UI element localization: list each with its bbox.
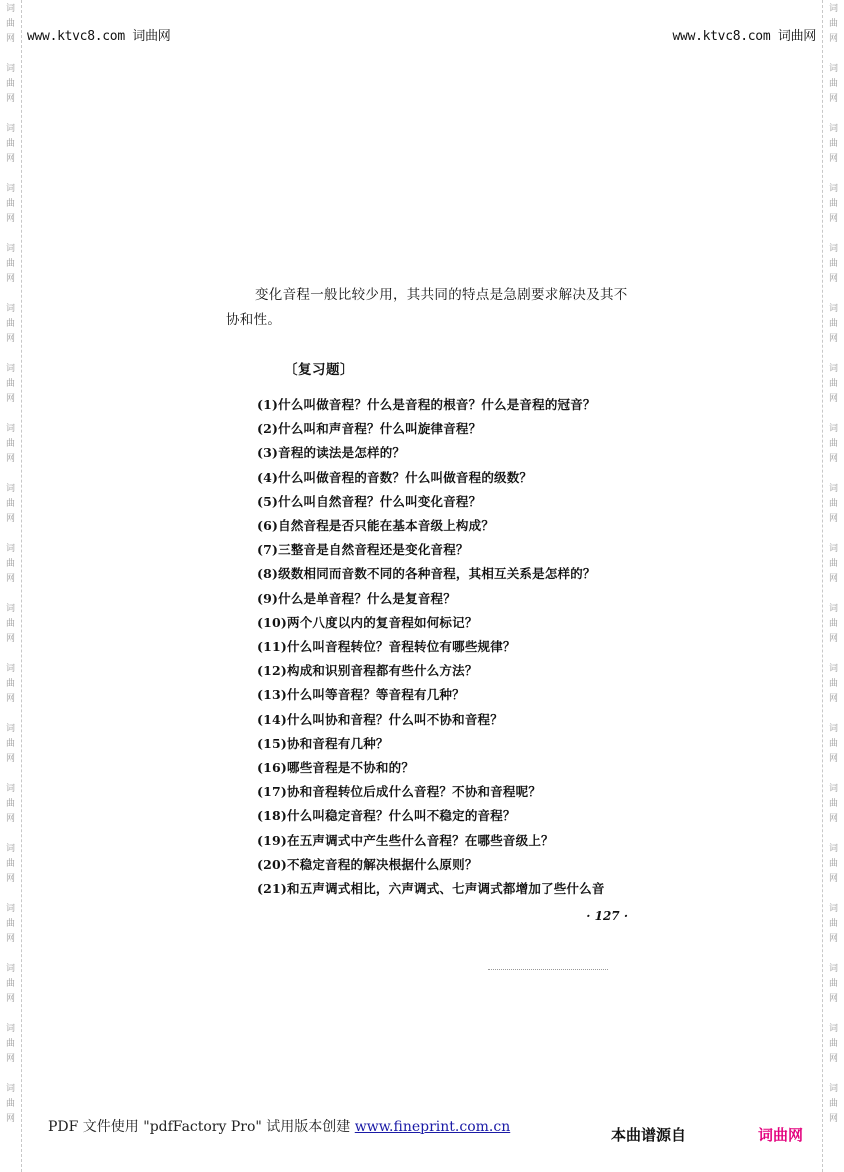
watermark-char: 词 [5, 784, 15, 794]
watermark-char: 曲 [828, 319, 838, 329]
watermark-char: 网 [828, 34, 838, 44]
question-item: (13)什么叫等音程？等音程有几种？ [257, 687, 465, 703]
fineprint-link[interactable]: www.fineprint.com.cn [354, 1119, 511, 1135]
watermark-char: 网 [5, 574, 15, 584]
watermark-char: 网 [5, 274, 15, 284]
question-item: (14)什么叫协和音程？什么叫不协和音程？ [257, 711, 503, 727]
question-item: (4)什么叫做音程的音数？什么叫做音程的级数？ [257, 469, 533, 485]
watermark-group [6, 842, 15, 902]
watermark-char: 网 [5, 514, 15, 524]
watermark-char: 曲 [828, 559, 838, 569]
question-item: (3)音程的读法是怎样的？ [257, 445, 406, 461]
watermark-char: 曲 [5, 439, 15, 449]
watermark-char: 词 [828, 364, 838, 374]
watermark-char: 词 [828, 304, 838, 314]
watermark-group [829, 1082, 838, 1142]
watermark-char: 曲 [828, 19, 838, 29]
watermark-group [6, 62, 15, 122]
watermark-char: 网 [5, 154, 15, 164]
watermark-char: 词 [5, 364, 15, 374]
watermark-char: 词 [5, 844, 15, 854]
watermark-char: 曲 [5, 859, 15, 869]
watermark-char: 曲 [5, 379, 15, 389]
watermark-char: 曲 [828, 619, 838, 629]
watermark-char: 网 [5, 94, 15, 104]
watermark-char: 网 [828, 634, 838, 644]
watermark-char: 曲 [5, 919, 15, 929]
watermark-char: 网 [828, 754, 838, 764]
watermark-group [6, 1022, 15, 1082]
watermark-char: 曲 [828, 919, 838, 929]
watermark-char: 曲 [828, 979, 838, 989]
watermark-char: 曲 [828, 379, 838, 389]
watermark-char: 词 [5, 724, 15, 734]
watermark-char: 曲 [828, 439, 838, 449]
watermark-char: 词 [828, 904, 838, 914]
watermark-char: 网 [5, 214, 15, 224]
question-item: (11)什么叫音程转位？音程转位有哪些规律？ [257, 639, 516, 655]
watermark-char: 网 [828, 874, 838, 884]
watermark-char: 词 [5, 244, 15, 254]
watermark-char: 词 [5, 604, 15, 614]
watermark-char: 网 [5, 454, 15, 464]
watermark-char: 网 [5, 934, 15, 944]
question-item: (19)在五声调式中产生些什么音程？在哪些音级上？ [257, 832, 554, 848]
question-item: (6)自然音程是否只能在基本音级上构成？ [257, 518, 495, 534]
watermark-char: 曲 [5, 619, 15, 629]
watermark-char: 网 [828, 454, 838, 464]
watermark-char: 词 [5, 424, 15, 434]
watermark-char: 词 [5, 904, 15, 914]
watermark-group [829, 362, 838, 422]
watermark-char: 词 [828, 4, 838, 14]
watermark-char: 曲 [5, 19, 15, 29]
watermark-group [829, 842, 838, 902]
watermark-char: 网 [5, 994, 15, 1004]
watermark-group [829, 62, 838, 122]
watermark-char: 词 [5, 1024, 15, 1034]
watermark-char: 网 [828, 334, 838, 344]
watermark-char: 网 [828, 694, 838, 704]
watermark-char: 网 [5, 694, 15, 704]
watermark-group [829, 962, 838, 1022]
watermark-group [829, 662, 838, 722]
watermark-group [829, 482, 838, 542]
question-item: (21)和五声调式相比，六声调式、七声调式都增加了些什么音 [257, 881, 605, 897]
watermark-group [829, 302, 838, 362]
watermark-char: 词 [828, 1024, 838, 1034]
question-item: (8)级数相同而音数不同的各种音程，其相互关系是怎样的？ [257, 566, 596, 582]
watermark-char: 曲 [5, 1039, 15, 1049]
header-url-right: www.ktvc8.com 词曲网 [672, 29, 816, 44]
watermark-char: 词 [828, 844, 838, 854]
watermark-char: 词 [828, 244, 838, 254]
watermark-group [829, 782, 838, 842]
watermark-group [6, 482, 15, 542]
intro-paragraph: 变化音程一般比较少用，其共同的特点是急剧要求解决及其不协和性。 [226, 287, 628, 328]
watermark-group [6, 662, 15, 722]
question-item: (5)什么叫自然音程？什么叫变化音程？ [257, 493, 482, 509]
watermark-char: 词 [5, 184, 15, 194]
watermark-char: 网 [828, 514, 838, 524]
header-url-left: www.ktvc8.com 词曲网 [27, 29, 171, 44]
watermark-group [6, 902, 15, 962]
section-title: 〔复习题〕 [284, 362, 354, 378]
watermark-group [6, 302, 15, 362]
watermark-char: 网 [828, 214, 838, 224]
watermark-char: 网 [828, 94, 838, 104]
question-item: (10)两个八度以内的复音程如何标记？ [257, 614, 478, 630]
watermark-group [6, 962, 15, 1022]
watermark-char: 曲 [5, 739, 15, 749]
watermark-char: 曲 [5, 1099, 15, 1109]
question-item: (1)什么叫做音程？什么是音程的根音？什么是音程的冠音？ [257, 397, 596, 412]
watermark-char: 词 [828, 664, 838, 674]
watermark-char: 词 [5, 964, 15, 974]
watermark-group [6, 2, 15, 62]
watermark-group [6, 602, 15, 662]
question-item: (18)什么叫稳定音程？什么叫不稳定的音程？ [257, 808, 516, 824]
page-number: · 127 · [586, 909, 628, 924]
watermark-char: 曲 [5, 679, 15, 689]
watermark-char: 词 [828, 484, 838, 494]
watermark-char: 曲 [828, 79, 838, 89]
watermark-char: 网 [828, 154, 838, 164]
watermark-char: 词 [5, 304, 15, 314]
left-watermark-strip [0, 0, 22, 1172]
watermark-group [829, 182, 838, 242]
watermark-char: 网 [5, 814, 15, 824]
watermark-group [829, 242, 838, 302]
watermark-char: 曲 [828, 679, 838, 689]
question-item: (2)什么叫和声音程？什么叫旋律音程？ [257, 421, 482, 437]
watermark-char: 曲 [5, 979, 15, 989]
watermark-char: 词 [828, 1084, 838, 1094]
watermark-char: 曲 [828, 259, 838, 269]
watermark-char: 网 [5, 634, 15, 644]
watermark-group [6, 242, 15, 302]
watermark-group [829, 542, 838, 602]
question-item: (17)协和音程转位后成什么音程？不协和音程呢？ [257, 784, 542, 800]
watermark-char: 网 [5, 334, 15, 344]
watermark-char: 词 [5, 124, 15, 134]
watermark-char: 曲 [5, 799, 15, 809]
watermark-char: 网 [828, 274, 838, 284]
watermark-char: 曲 [5, 319, 15, 329]
watermark-char: 曲 [828, 1039, 838, 1049]
watermark-char: 网 [828, 1054, 838, 1064]
question-item: (16)哪些音程是不协和的？ [257, 760, 415, 776]
watermark-char: 词 [5, 64, 15, 74]
watermark-char: 曲 [5, 199, 15, 209]
watermark-char: 曲 [828, 799, 838, 809]
watermark-char: 词 [828, 64, 838, 74]
watermark-char: 网 [5, 394, 15, 404]
watermark-char: 词 [5, 4, 15, 14]
watermark-char: 网 [828, 574, 838, 584]
watermark-char: 网 [828, 994, 838, 1004]
watermark-char: 曲 [828, 739, 838, 749]
watermark-group [6, 182, 15, 242]
question-item: (20)不稳定音程的解决根据什么原则？ [257, 856, 478, 872]
watermark-group [829, 422, 838, 482]
watermark-group [6, 122, 15, 182]
watermark-char: 词 [5, 664, 15, 674]
watermark-char: 网 [5, 874, 15, 884]
watermark-group [829, 902, 838, 962]
watermark-char: 网 [5, 34, 15, 44]
question-item: (12)构成和识别音程都有些什么方法？ [257, 663, 478, 679]
source-label: 本曲谱源自 [611, 1126, 687, 1144]
watermark-char: 词 [828, 184, 838, 194]
watermark-char: 曲 [828, 139, 838, 149]
watermark-group [829, 122, 838, 182]
watermark-char: 词 [828, 724, 838, 734]
watermark-char: 网 [828, 934, 838, 944]
watermark-char: 曲 [828, 499, 838, 509]
watermark-char: 网 [828, 1114, 838, 1124]
watermark-group [6, 542, 15, 602]
watermark-char: 网 [5, 754, 15, 764]
watermark-group [6, 362, 15, 422]
watermark-group [6, 722, 15, 782]
watermark-char: 词 [828, 964, 838, 974]
watermark-char: 曲 [828, 859, 838, 869]
watermark-group [6, 782, 15, 842]
watermark-char: 网 [5, 1114, 15, 1124]
watermark-char: 词 [5, 484, 15, 494]
watermark-char: 词 [828, 604, 838, 614]
watermark-char: 曲 [5, 259, 15, 269]
question-item: (15)协和音程有几种？ [257, 735, 389, 751]
watermark-group [829, 722, 838, 782]
watermark-char: 曲 [5, 499, 15, 509]
source-brand-logo[interactable]: 词曲网 [758, 1126, 804, 1144]
watermark-group [6, 1082, 15, 1142]
watermark-char: 词 [828, 424, 838, 434]
pdf-footer [48, 1116, 510, 1136]
watermark-char: 网 [5, 1054, 15, 1064]
watermark-group [829, 1022, 838, 1082]
watermark-char: 曲 [828, 1099, 838, 1109]
watermark-group [829, 602, 838, 662]
right-watermark-strip [822, 0, 844, 1172]
watermark-char: 曲 [5, 79, 15, 89]
watermark-char: 词 [828, 784, 838, 794]
watermark-group [6, 422, 15, 482]
watermark-char: 词 [5, 544, 15, 554]
question-list [226, 393, 636, 901]
page-content [226, 283, 636, 923]
pdf-note: PDF 文件使用 "pdfFactory Pro" 试用版本创建 [48, 1119, 355, 1135]
watermark-char: 曲 [5, 559, 15, 569]
question-item: (7)三整音是自然音程还是变化音程？ [257, 542, 469, 558]
scan-noise-line [488, 969, 608, 973]
watermark-char: 词 [828, 544, 838, 554]
watermark-char: 网 [828, 394, 838, 404]
watermark-char: 曲 [5, 139, 15, 149]
watermark-char: 曲 [828, 199, 838, 209]
watermark-group [829, 2, 838, 62]
watermark-char: 词 [828, 124, 838, 134]
watermark-char: 网 [828, 814, 838, 824]
question-item: (9)什么是单音程？什么是复音程？ [257, 590, 456, 606]
watermark-char: 词 [5, 1084, 15, 1094]
